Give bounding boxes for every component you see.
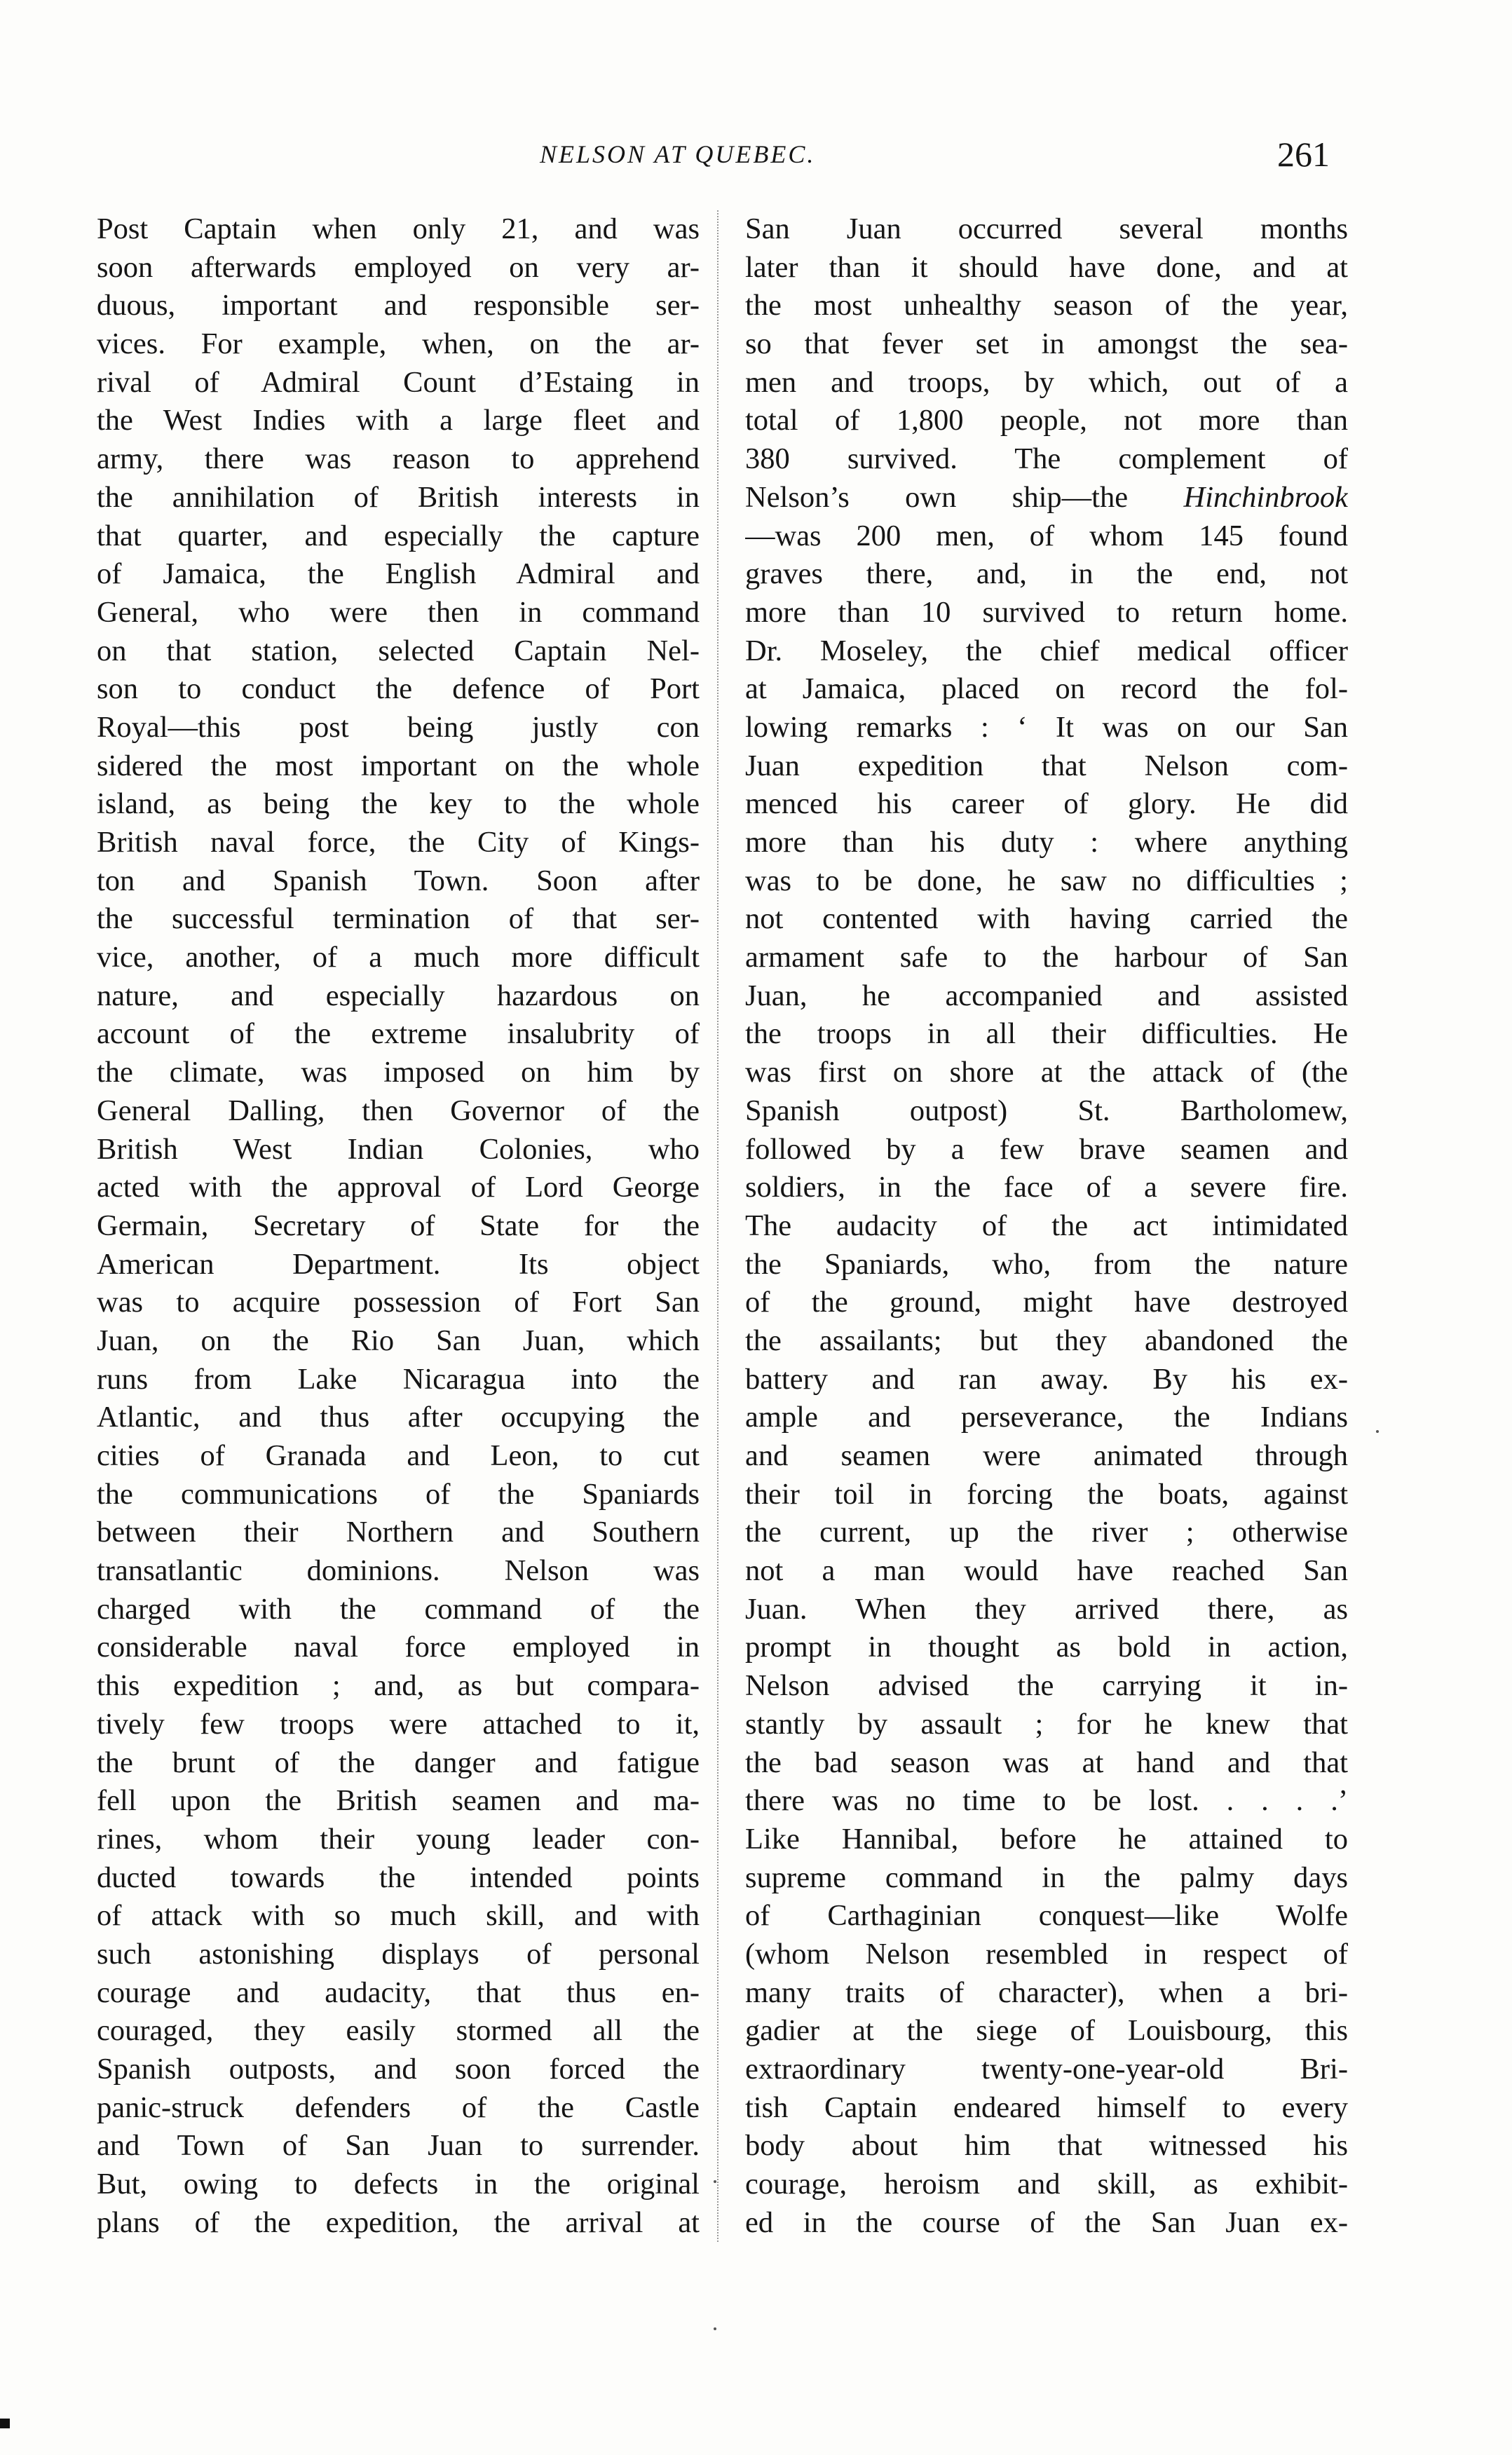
right-column-line: body about him that witnessed his — [745, 2129, 1348, 2163]
right-column-line: (whom Nelson resembled in respect of — [745, 1937, 1348, 1971]
right-column-line: was to be done, he saw no difficulties ; — [745, 864, 1348, 897]
left-column-line: nature, and especially hazardous on — [97, 979, 700, 1012]
ship-name: Hinchinbrook — [1183, 480, 1348, 514]
left-column-line: island, as being the key to the whole — [97, 787, 700, 821]
left-column-line: that quarter, and especially the capture — [97, 519, 700, 552]
right-column-line: the assailants; but they abandoned the — [745, 1324, 1348, 1357]
right-column-line: battery and ran away. By his ex- — [745, 1362, 1348, 1396]
right-column-line: more than his duty : where anything — [745, 826, 1348, 859]
right-column-line: ed in the course of the San Juan ex- — [745, 2205, 1348, 2239]
left-column-line: the annihilation of British interests in — [97, 480, 700, 514]
right-column-line: Nelson’s own ship—the Hinchinbrook — [745, 480, 1348, 514]
left-column-line: army, there was reason to apprehend — [97, 442, 700, 476]
right-column-line: —was 200 men, of whom 145 found — [745, 519, 1348, 552]
left-column-line: the climate, was imposed on him by — [97, 1056, 700, 1089]
right-column — [745, 210, 1348, 2242]
right-column-line: so that fever set in amongst the sea- — [745, 327, 1348, 361]
left-column-line: ton and Spanish Town. Soon after — [97, 864, 700, 897]
left-column-line: of Jamaica, the English Admiral and — [97, 557, 700, 591]
left-column-line: tively few troops were attached to it, — [97, 1707, 700, 1741]
left-column-line: Post Captain when only 21, and was — [97, 212, 700, 245]
left-column-line: General Dalling, then Governor of the — [97, 1094, 700, 1127]
left-column-line: duous, important and responsible ser- — [97, 289, 700, 322]
column-divider — [717, 210, 718, 2242]
right-column-line: supreme command in the palmy days — [745, 1861, 1348, 1894]
left-column-line: Royal—this post being justly con — [97, 710, 700, 744]
left-column-line: this expedition ; and, as but compara- — [97, 1669, 700, 1703]
right-column-line: lowing remarks : ‘ It was on our San — [745, 710, 1348, 744]
left-column-line: rival of Admiral Count d’Estaing in — [97, 365, 700, 399]
left-column-line: son to conduct the defence of Port — [97, 672, 700, 706]
right-column-line: the current, up the river ; otherwise — [745, 1516, 1348, 1549]
print-speck — [714, 2327, 716, 2330]
right-column-line: armament safe to the harbour of San — [745, 941, 1348, 974]
right-column-line: of the ground, might have destroyed — [745, 1286, 1348, 1319]
left-column-line: the brunt of the danger and fatigue — [97, 1746, 700, 1779]
running-title: NELSON AT QUEBEC. — [540, 140, 816, 168]
right-column-line: more than 10 survived to return home. — [745, 595, 1348, 629]
left-column-line: of attack with so much skill, and with — [97, 1899, 700, 1933]
left-column-line: transatlantic dominions. Nelson was — [97, 1554, 700, 1588]
right-column-line: tish Captain endeared himself to every — [745, 2090, 1348, 2124]
left-column-line: acted with the approval of Lord George — [97, 1171, 700, 1204]
left-column-line: vices. For example, when, on the ar- — [97, 327, 700, 361]
left-column-line: American Department. Its object — [97, 1247, 700, 1281]
right-column-line: the bad season was at hand and that — [745, 1746, 1348, 1779]
right-column-line: not contented with having carried the — [745, 902, 1348, 936]
left-column-line: account of the extreme insalubrity of — [97, 1017, 700, 1051]
left-column-line: rines, whom their young leader con- — [97, 1822, 700, 1856]
left-column-line: runs from Lake Nicaragua into the — [97, 1362, 700, 1396]
right-column-line: Spanish outpost) St. Bartholomew, — [745, 1094, 1348, 1127]
left-column-line: sidered the most important on the whole — [97, 749, 700, 782]
right-column-line: Like Hannibal, before he attained to — [745, 1822, 1348, 1856]
right-column-line: the troops in all their difficulties. He — [745, 1017, 1348, 1051]
right-column-line: stantly by assault ; for he knew that — [745, 1707, 1348, 1741]
right-column-line: gadier at the siege of Louisbourg, this — [745, 2014, 1348, 2048]
print-speck — [1376, 1430, 1379, 1433]
left-column-line: ducted towards the intended points — [97, 1861, 700, 1894]
right-column-line: ample and perseverance, the Indians — [745, 1401, 1348, 1434]
left-column-line: the successful termination of that ser- — [97, 902, 700, 936]
right-column-line: their toil in forcing the boats, against — [745, 1477, 1348, 1511]
left-column-line: between their Northern and Southern — [97, 1516, 700, 1549]
left-column-line: the communications of the Spaniards — [97, 1477, 700, 1511]
right-column-line: courage, heroism and skill, as exhibit- — [745, 2168, 1348, 2201]
left-column-line: fell upon the British seamen and ma- — [97, 1784, 700, 1818]
right-column-line: was first on shore at the attack of (the — [745, 1056, 1348, 1089]
right-column-line: Nelson advised the carrying it in- — [745, 1669, 1348, 1703]
left-column-line: General, who were then in command — [97, 595, 700, 629]
right-column-line: of Carthaginian conquest—like Wolfe — [745, 1899, 1348, 1933]
right-column-line: menced his career of glory. He did — [745, 787, 1348, 821]
right-column-line: and seamen were animated through — [745, 1439, 1348, 1472]
right-column-line: later than it should have done, and at — [745, 250, 1348, 284]
right-column-line: Juan, he accompanied and assisted — [745, 979, 1348, 1012]
right-column-line: 380 survived. The complement of — [745, 442, 1348, 476]
right-column-line: Dr. Moseley, the chief medical officer — [745, 634, 1348, 667]
left-column-line: British West Indian Colonies, who — [97, 1132, 700, 1166]
left-column-line: plans of the expedition, the arrival at — [97, 2205, 700, 2239]
left-column-line: on that station, selected Captain Nel- — [97, 634, 700, 667]
right-column-line: the most unhealthy season of the year, — [745, 289, 1348, 322]
left-column-line: Germain, Secretary of State for the — [97, 1209, 700, 1242]
right-column-line: graves there, and, in the end, not — [745, 557, 1348, 591]
right-column-line: The audacity of the act intimidated — [745, 1209, 1348, 1242]
running-head — [0, 133, 1512, 175]
left-column-line: cities of Granada and Leon, to cut — [97, 1439, 700, 1472]
print-speck — [714, 2180, 716, 2183]
left-column-line: such astonishing displays of personal — [97, 1937, 700, 1971]
left-column-line: vice, another, of a much more difficult — [97, 941, 700, 974]
left-column-line: British naval force, the City of Kings- — [97, 826, 700, 859]
right-column-line: extraordinary twenty-one-year-old Bri- — [745, 2053, 1348, 2086]
left-column-line: considerable naval force employed in — [97, 1631, 700, 1664]
left-column-line: and Town of San Juan to surrender. — [97, 2129, 700, 2163]
left-column-line: soon afterwards employed on very ar- — [97, 250, 700, 284]
left-column-line: But, owing to defects in the original — [97, 2168, 700, 2201]
right-column-line: not a man would have reached San — [745, 1554, 1348, 1588]
left-column-line: Juan, on the Rio San Juan, which — [97, 1324, 700, 1357]
left-column-line: panic-struck defenders of the Castle — [97, 2090, 700, 2124]
right-column-line: total of 1,800 people, not more than — [745, 404, 1348, 437]
right-column-line: followed by a few brave seamen and — [745, 1132, 1348, 1166]
right-column-line: soldiers, in the face of a severe fire. — [745, 1171, 1348, 1204]
left-column-line: Atlantic, and thus after occupying the — [97, 1401, 700, 1434]
right-column-line: men and troops, by which, out of a — [745, 365, 1348, 399]
left-column-line: Spanish outposts, and soon forced the — [97, 2053, 700, 2086]
right-column-line: Juan. When they arrived there, as — [745, 1592, 1348, 1626]
edge-mark — [0, 2419, 10, 2428]
left-column — [97, 210, 700, 2242]
right-column-line: at Jamaica, placed on record the fol- — [745, 672, 1348, 706]
right-column-line: prompt in thought as bold in action, — [745, 1631, 1348, 1664]
right-column-line: San Juan occurred several months — [745, 212, 1348, 245]
left-column-line: the West Indies with a large fleet and — [97, 404, 700, 437]
right-column-line: there was no time to be lost. . . . .’ — [745, 1784, 1348, 1818]
left-column-line: was to acquire possession of Fort San — [97, 1286, 700, 1319]
left-column-line: charged with the command of the — [97, 1592, 700, 1626]
right-column-line: Juan expedition that Nelson com- — [745, 749, 1348, 782]
left-column-line: courage and audacity, that thus en- — [97, 1975, 700, 2009]
right-column-line: the Spaniards, who, from the nature — [745, 1247, 1348, 1281]
left-column-line: couraged, they easily stormed all the — [97, 2014, 700, 2048]
page-number: 261 — [1277, 135, 1330, 174]
right-column-line: many traits of character), when a bri- — [745, 1975, 1348, 2009]
